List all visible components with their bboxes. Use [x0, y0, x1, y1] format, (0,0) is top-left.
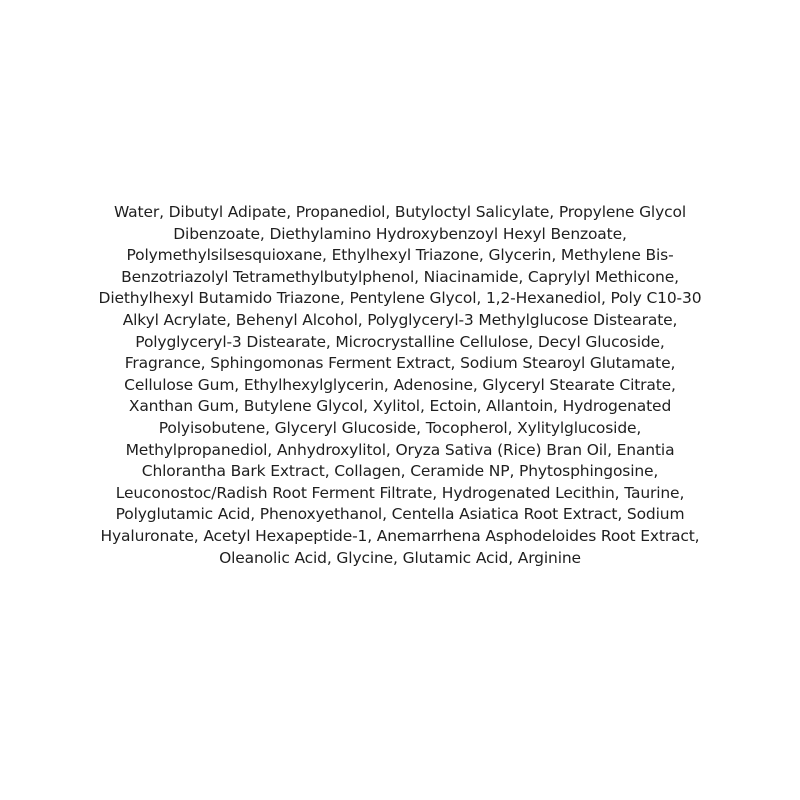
ingredients-line: Methylpropanediol, Anhydroxylitol, Oryza Sativa (Rice) Bran Oil, Enantia [125, 440, 675, 459]
ingredients-line: Fragrance, Sphingomonas Ferment Extract, Sodium Stearoyl Glutamate, [124, 354, 676, 373]
ingredients-line: Dibenzoate, Diethylamino Hydroxybenzoyl Hexyl Benzoate, [173, 224, 627, 243]
ingredients-line: Water, Dibutyl Adipate, Propanediol, Butyloctyl Salicylate, Propylene Glycol [114, 203, 686, 221]
ingredients-line: Polyglutamic Acid, Phenoxyethanol, Centella Asiatica Root Extract, Sodium [115, 505, 685, 524]
ingredients-line: Polyisobutene, Glyceryl Glucoside, Tocopherol, Xylitylglucoside, [158, 418, 642, 437]
ingredients-line: Polymethylsilsesquioxane, Ethylhexyl Triazone, Glycerin, Methylene Bis- [126, 246, 674, 265]
ingredients-line: Diethylhexyl Butamido Triazone, Pentylene Glycol, 1,2-Hexanediol, Poly C10-30 [98, 289, 702, 308]
ingredients-list [0, 202, 800, 569]
ingredients-line: Alkyl Acrylate, Behenyl Alcohol, Polyglyceryl-3 Methylglucose Distearate, [122, 310, 678, 329]
ingredients-line: Cellulose Gum, Ethylhexylglycerin, Adenosine, Glyceryl Stearate Citrate, [124, 375, 676, 394]
ingredients-line: Leuconostoc/Radish Root Ferment Filtrate, Hydrogenated Lecithin, Taurine, [115, 483, 685, 502]
ingredients-line: Polyglyceryl-3 Distearate, Microcrystalline Cellulose, Decyl Glucoside, [135, 332, 665, 351]
ingredients-line: Benzotriazolyl Tetramethylbutylphenol, Niacinamide, Caprylyl Methicone, [121, 267, 679, 286]
ingredients-line: Xanthan Gum, Butylene Glycol, Xylitol, Ectoin, Allantoin, Hydrogenated [128, 397, 672, 416]
ingredients-line: Hyaluronate, Acetyl Hexapeptide-1, Anemarrhena Asphodeloides Root Extract, [100, 526, 700, 545]
ingredients-line: Oleanolic Acid, Glycine, Glutamic Acid, Arginine [219, 548, 581, 567]
ingredients-line: Chlorantha Bark Extract, Collagen, Ceramide NP, Phytosphingosine, [141, 462, 659, 481]
